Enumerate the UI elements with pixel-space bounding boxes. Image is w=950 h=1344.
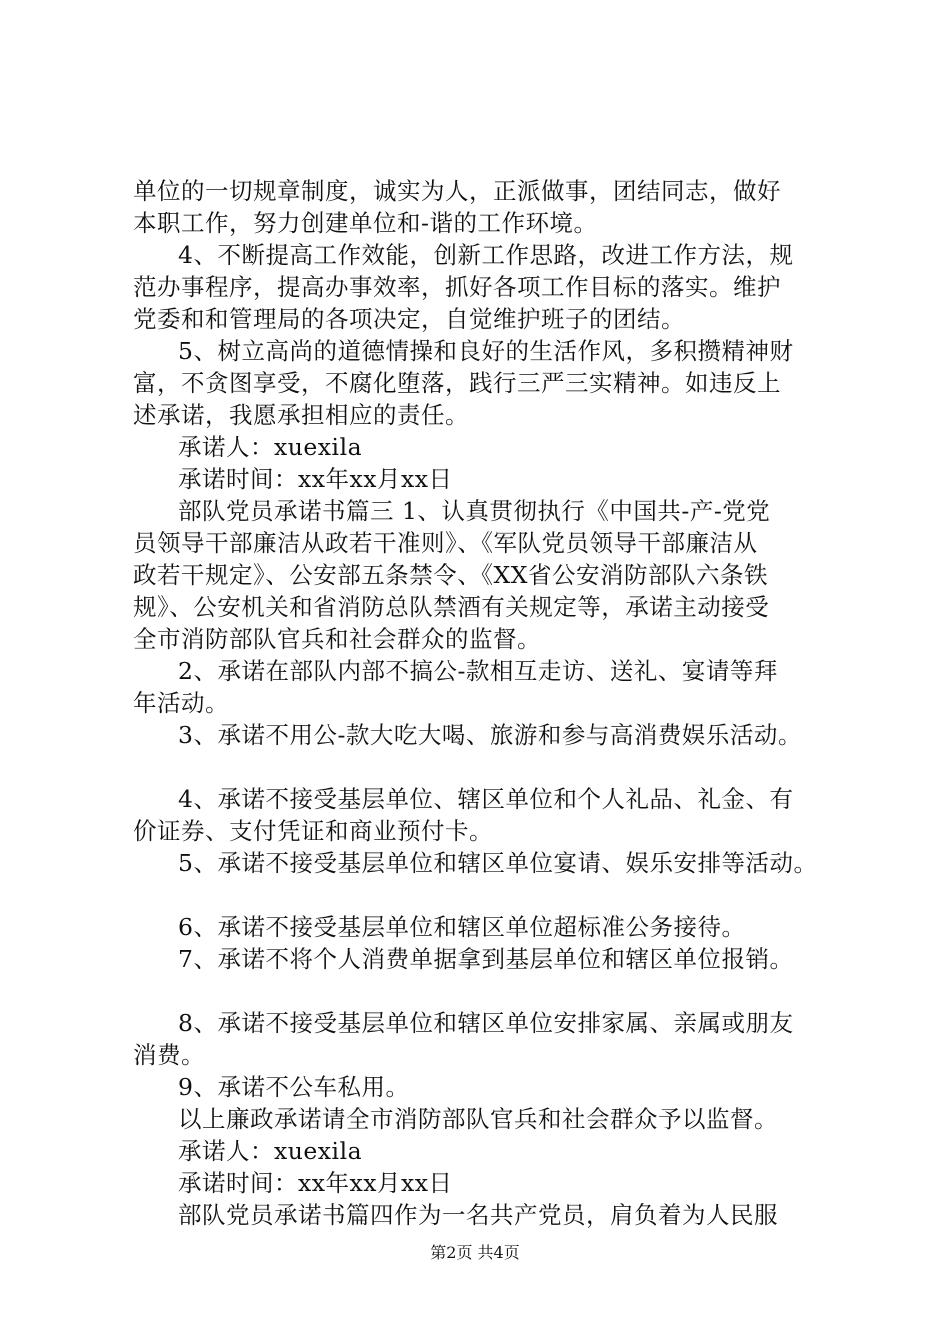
text-line: 6、承诺不接受基层单位和辖区单位超标准公务接待。 [178,913,746,941]
text-line: 3、承诺不用公-款大吃大喝、旅游和参与高消费娱乐活动。 [178,721,802,749]
date-line: 承诺时间：xx年xx月xx日 [178,1169,453,1197]
text-line: 富，不贪图享受，不腐化堕落，践行三严三实精神。如违反上 [133,369,781,397]
text-line: 5、承诺不接受基层单位和辖区单位宴请、娱乐安排等活动。 [178,849,818,877]
signer-line: 承诺人：xuexila [178,433,363,461]
text-line: 部队党员承诺书篇三 1、认真贯彻执行《中国共-产-党党 [178,497,771,525]
text-line: 本职工作，努力创建单位和-谐的工作环境。 [133,209,598,237]
text-line: 消费。 [133,1041,205,1069]
text-line: 4、不断提高工作效能，创新工作思路，改进工作方法，规 [178,241,794,269]
paragraph-gap [133,751,853,783]
text-line: 单位的一切规章制度，诚实为人，正派做事，团结同志，做好 [133,177,781,205]
text-line: 以上廉政承诺请全市消防部队官兵和社会群众予以监督。 [178,1105,778,1133]
paragraph-gap [133,879,853,911]
paragraph-gap [133,975,853,1007]
text-line: 员领导干部廉洁从政若干准则》、《军队党员领导干部廉洁从 [133,529,758,557]
text-line: 范办事程序，提高办事效率，抓好各项工作目标的落实。维护 [133,273,781,301]
text-line: 9、承诺不公车私用。 [178,1073,410,1101]
text-line: 价证券、支付凭证和商业预付卡。 [133,817,493,845]
text-line: 2、承诺在部队内部不搞公-款相互走访、送礼、宴请等拜 [178,657,778,685]
text-line: 部队党员承诺书篇四作为一名共产党员，肩负着为人民服 [178,1201,778,1229]
signer-line: 承诺人：xuexila [178,1137,363,1165]
text-line: 7、承诺不将个人消费单据拿到基层单位和辖区单位报销。 [178,945,794,973]
text-line: 规》、公安机关和省消防总队禁酒有关规定等，承诺主动接受 [133,593,770,621]
document-body [133,175,853,1231]
text-line: 8、承诺不接受基层单位和辖区单位安排家属、亲属或朋友 [178,1009,794,1037]
text-line: 述承诺，我愿承担相应的责任。 [133,401,469,429]
text-line: 5、树立高尚的道德情操和良好的生活作风，多积攒精神财 [178,337,794,365]
text-line: 政若干规定》、公安部五条禁令、《XX省公安消防部队六条铁 [133,561,768,589]
text-line: 年活动。 [133,689,229,717]
text-line: 全市消防部队官兵和社会群众的监督。 [133,625,541,653]
date-line: 承诺时间：xx年xx月xx日 [178,465,453,493]
text-line: 党委和和管理局的各项决定，自觉维护班子的团结。 [133,305,685,333]
page-number: 第2页 共4页 [430,1243,520,1262]
text-line: 4、承诺不接受基层单位、辖区单位和个人礼品、礼金、有 [178,785,794,813]
